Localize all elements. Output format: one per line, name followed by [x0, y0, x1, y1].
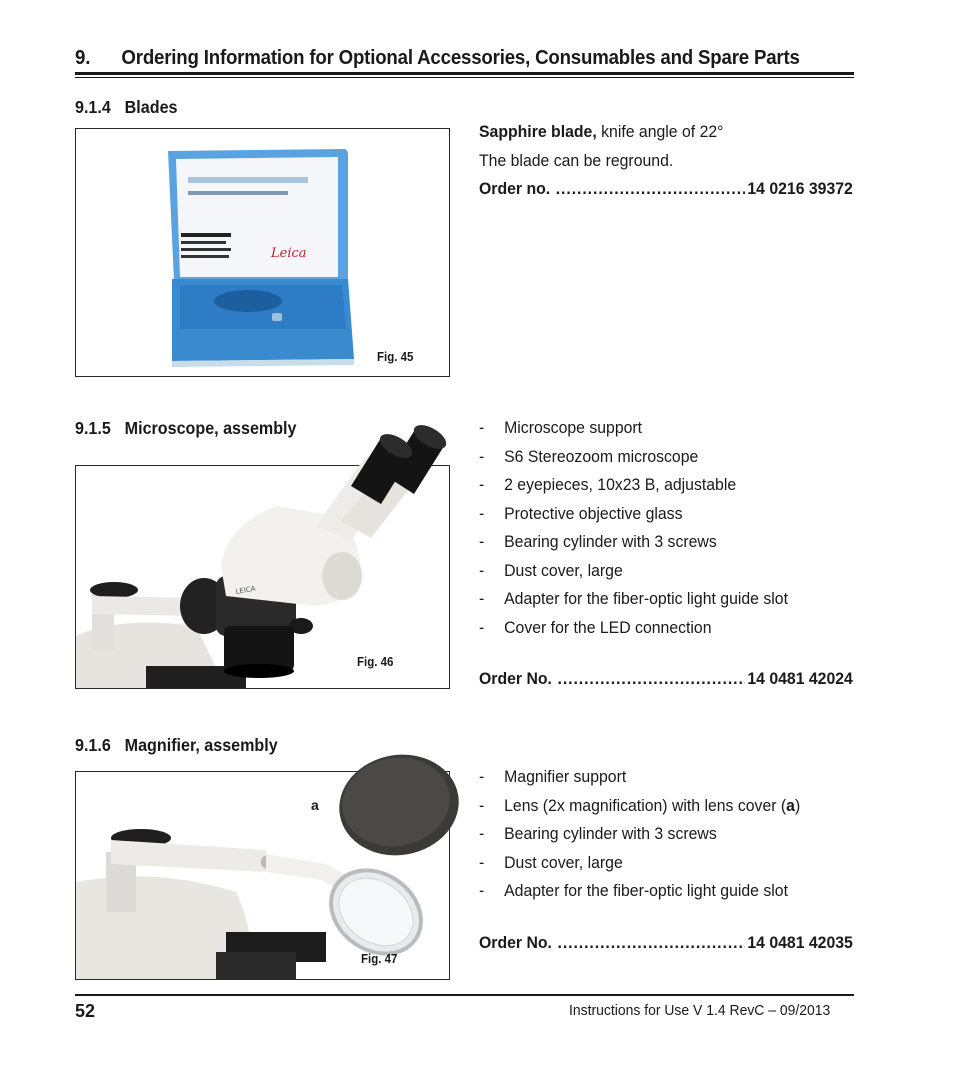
- label-line: [181, 233, 231, 237]
- blade-recess: [214, 290, 282, 312]
- dot-leader: [557, 933, 744, 953]
- section-number: 9.1.6: [75, 735, 111, 755]
- blade-product-name: Sapphire blade,: [479, 122, 597, 141]
- objective-lens: [224, 664, 294, 678]
- list-item: - Adapter for the fiber-optic light guide slot: [479, 877, 832, 906]
- callout-label-a: a: [311, 797, 319, 813]
- list-item-callout: a: [786, 795, 795, 815]
- order-label: Order no.: [479, 179, 551, 198]
- label-line: [188, 191, 288, 195]
- figure-label: Fig. 46: [357, 655, 394, 669]
- magnifier-item-list: [479, 763, 832, 906]
- list-item-text-end: ): [794, 795, 801, 815]
- figure-label: Fig. 45: [377, 350, 414, 364]
- label-line: [181, 241, 226, 244]
- title-rule-thin: [75, 77, 854, 78]
- order-number: 14 0216 39372: [747, 179, 853, 198]
- section-title: Blades: [124, 97, 178, 117]
- section-heading-magnifier: [75, 735, 278, 756]
- order-line-blades: [479, 179, 853, 199]
- order-label: Order No.: [479, 669, 552, 688]
- section-number: 9.1.5: [75, 418, 111, 438]
- list-item: - Bearing cylinder with 3 screws: [479, 528, 832, 557]
- section-title: Microscope, assembly: [124, 418, 297, 438]
- figure-47-magnifier: [75, 771, 450, 980]
- order-number: 14 0481 42035: [747, 933, 853, 952]
- magnifier-illustration: [76, 772, 449, 979]
- list-item: - S6 Stereozoom microscope: [479, 443, 832, 472]
- document-version: Instructions for Use V 1.4 RevC – 09/2013: [569, 1002, 831, 1019]
- box-clasp: [272, 313, 282, 321]
- blade-note: The blade can be reground.: [479, 150, 674, 170]
- list-item: - Microscope support: [479, 414, 832, 443]
- order-label: Order No.: [479, 933, 552, 952]
- list-item: - Magnifier support: [479, 763, 832, 792]
- figure-label: Fig. 47: [361, 952, 398, 966]
- label-line: [188, 177, 308, 183]
- blade-angle: knife angle of 22°: [596, 122, 724, 141]
- label-line: [181, 248, 231, 251]
- list-item: - Cover for the LED connection: [479, 614, 832, 643]
- list-item: [479, 792, 832, 821]
- list-item: - Bearing cylinder with 3 screws: [479, 820, 832, 849]
- section-heading-microscope: [75, 418, 296, 439]
- blades-description: [479, 118, 832, 175]
- list-item: - Dust cover, large: [479, 557, 832, 586]
- list-item: - Adapter for the fiber-optic light guide slot: [479, 585, 832, 614]
- figure-45-sapphire-blade-box: [75, 128, 450, 377]
- dot-leader: [557, 669, 744, 689]
- page-number: 52: [75, 1001, 96, 1021]
- order-number: 14 0481 42024: [747, 669, 853, 688]
- section-heading-blades: [75, 97, 177, 118]
- order-line-magnifier: [479, 933, 853, 953]
- list-item: - Protective objective glass: [479, 500, 832, 529]
- footer-rule: [75, 994, 854, 996]
- box-label-card: [176, 157, 338, 277]
- microscope-contents: [479, 414, 832, 642]
- blade-box-illustration: [76, 129, 449, 376]
- magnifier-contents: [479, 763, 832, 906]
- brand-logo: Leica: [271, 246, 307, 261]
- microscope-item-list: [479, 414, 832, 642]
- list-item-text: Lens (2x magnification) with lens cover (: [504, 795, 787, 815]
- dot-leader: [556, 179, 745, 199]
- chapter-number: 9.: [75, 46, 91, 69]
- title-rule: [75, 72, 854, 75]
- section-title: Magnifier, assembly: [124, 735, 278, 755]
- order-line-microscope: [479, 669, 853, 689]
- base-slot: [216, 952, 296, 979]
- microscope-logo-text: LEICA: [234, 584, 257, 596]
- zoom-knob: [322, 552, 362, 600]
- list-item: - Dust cover, large: [479, 849, 832, 878]
- label-line: [181, 255, 229, 258]
- section-number: 9.1.4: [75, 97, 111, 117]
- chapter-title: [75, 46, 800, 70]
- pillar-cap: [90, 582, 138, 598]
- chapter-title-text: Ordering Information for Optional Accessories, Consumables and Spare Parts: [121, 46, 800, 69]
- figure-46-microscope: [75, 465, 450, 689]
- blade-spec: [479, 118, 832, 147]
- list-item: - 2 eyepieces, 10x23 B, adjustable: [479, 471, 832, 500]
